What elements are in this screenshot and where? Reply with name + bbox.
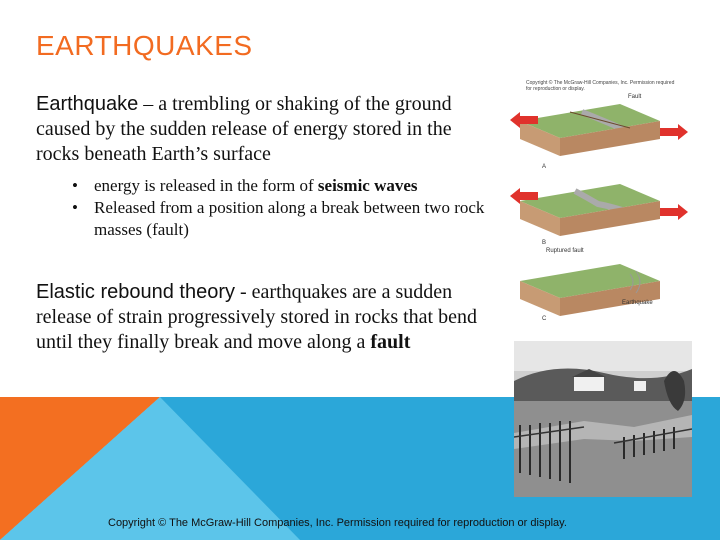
bullet-list — [72, 175, 492, 241]
fault-photo — [514, 341, 692, 497]
fault-diagram — [510, 76, 690, 326]
label-c: C — [542, 316, 547, 322]
elastic-rebound-term: Elastic rebound theory — [36, 281, 236, 303]
figure-copyright-note: Copyright © The McGraw-Hill Companies, Inc. Permission required for reproduction or display. — [526, 80, 675, 92]
bullet-bold-text: seismic waves — [317, 176, 418, 195]
earthquake-term: Earthquake — [36, 93, 139, 115]
bullet-text: Released from a position along a break between two rock masses (fault) — [94, 198, 485, 239]
block-c — [520, 264, 660, 316]
label-fault: Fault — [628, 94, 642, 100]
label-a: A — [542, 164, 547, 170]
fault-bold-text: fault — [370, 331, 411, 353]
bullet-dot-icon: • — [72, 176, 78, 195]
block-b — [510, 184, 688, 236]
label-earthquake: Earthquake — [622, 300, 653, 306]
label-ruptured-fault: Ruptured fault — [546, 248, 584, 254]
bullet-item — [72, 175, 492, 197]
copyright-footer: Copyright © The McGraw-Hill Companies, Inc. Permission required for reproduction or display. — [108, 517, 567, 529]
bullet-item — [72, 197, 492, 241]
fault-blocks-illustration — [510, 76, 690, 326]
label-b: B — [542, 240, 547, 246]
slide-title: EARTHQUAKES — [36, 30, 253, 61]
bullet-dot-icon: • — [72, 198, 78, 217]
elastic-rebound-paragraph — [36, 280, 486, 355]
earthquake-definition-text: – a trembling or shaking of the ground caused by the sudden release of energy stored in the rocks beneath Earth’s surface — [36, 93, 452, 165]
block-a — [510, 104, 688, 156]
earthquake-definition — [36, 92, 476, 167]
bullet-text: energy is released in the form of — [94, 176, 318, 195]
elastic-rebound-text: - earthquakes are a sudden release of strain progressively stored in rocks that bend until they finally break and move along a — [36, 281, 477, 353]
